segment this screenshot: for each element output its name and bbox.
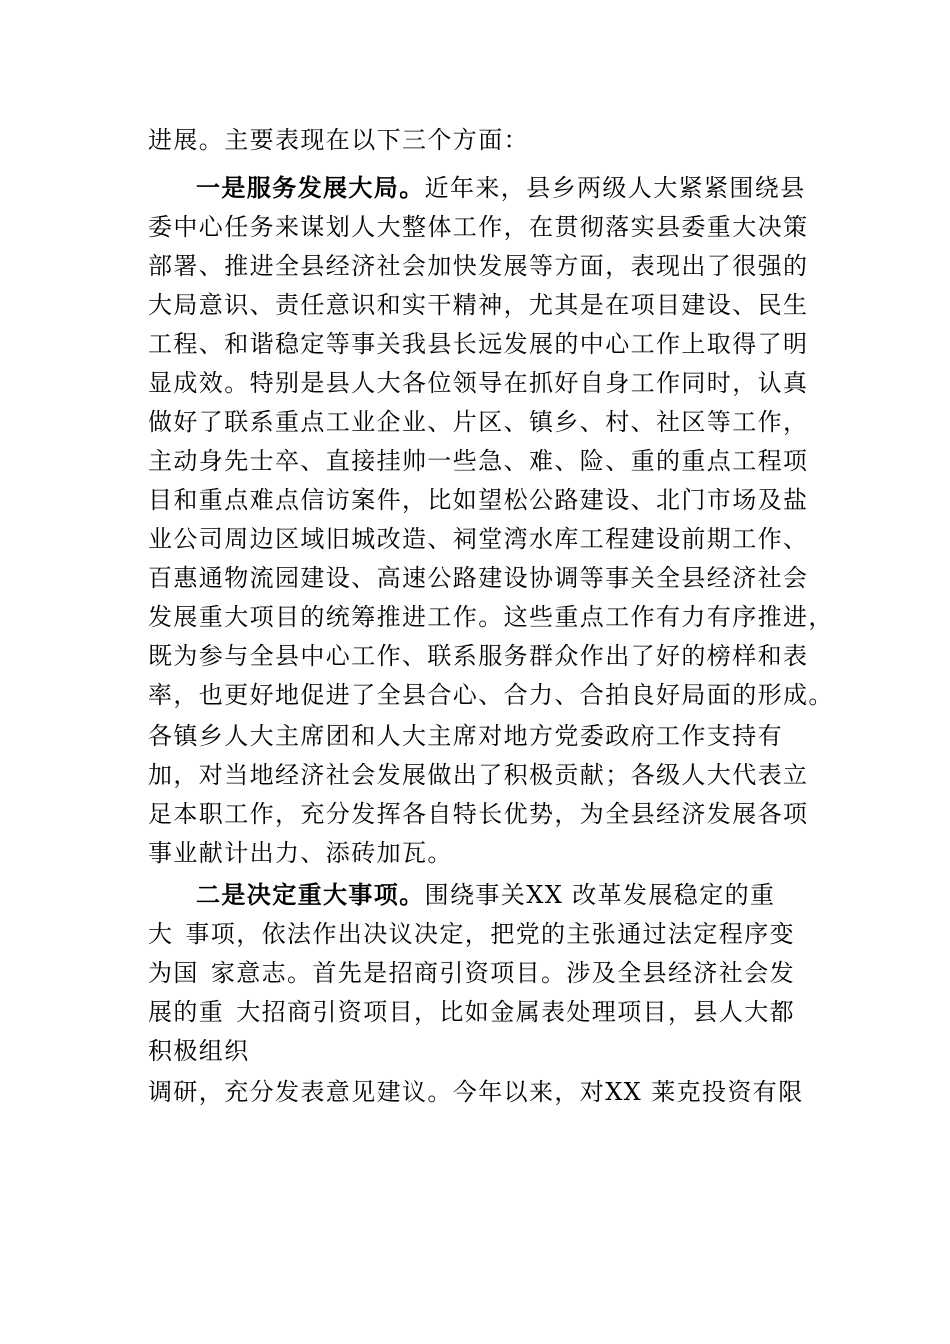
text-span: 事项，依法作出决议决定，把党的主张通过法定程序变 [185,920,796,948]
text-span: 大招商引资项目，比如金属表处理项目，县人大都 [236,998,796,1026]
paragraph-first-line [196,172,806,204]
text-line [148,957,795,989]
text-line: 各镇乡人大主席团和人大主席对地方党委政府工作支持有 [148,722,783,750]
section-heading: 一是服务发展大局。 [196,173,425,202]
text-line: 主动身先士卒、直接挂帅一些急、难、险、重的重点工程项 [148,447,809,475]
text-line: 大局意识、责任意识和实干精神，尤其是在项目建设、民生 [148,291,809,319]
text-line: 业公司周边区域旧城改造、祠堂湾水库工程建设前期工作、 [148,525,809,553]
text-line: 调研，充分发表意见建议。今年以来，对XX 莱克投资有限 [148,1078,804,1106]
text-line: 积极组织 [148,1037,250,1065]
text-span: 围绕事关XX 改革发展稳定的重 [424,881,776,909]
text-line [148,918,795,950]
text-line: 显成效。特别是县人大各位领导在抓好自身工作同时，认真 [148,369,809,397]
text-line: 部署、推进全县经济社会加快发展等方面，表现出了很强的 [148,252,809,280]
text-line: 率，也更好地促进了全县合心、合力、合拍良好局面的形成。 [148,681,834,709]
text-line: 加，对当地经济社会发展做出了积极贡献；各级人大代表立 [148,761,809,789]
text-span: 家意志。首先是招商引资项目。涉及全县经济社会发 [210,959,796,987]
text-line: 进展。主要表现在以下三个方面： [148,126,529,154]
text-line: 既为参与全县中心工作、联系服务群众作出了好的榜样和表 [148,642,809,670]
text-line: 工程、和谐稳定等事关我县长远发展的中心工作上取得了明 [148,330,809,358]
text-span: 展的重 [148,998,225,1026]
text-line [148,996,795,1028]
text-span: 为国 [148,959,199,987]
text-span: 大 [148,920,174,948]
text-line: 发展重大项目的统筹推进工作。这些重点工作有力有序推进， [148,603,834,631]
section-heading: 二是决定重大事项。 [196,880,425,909]
text-line: 目和重点难点信访案件，比如望松公路建设、北门市场及盐 [148,486,809,514]
text-line: 委中心任务来谋划人大整体工作，在贯彻落实县委重大决策 [148,213,809,241]
text-line: 足本职工作，充分发挥各自特长优势，为全县经济发展各项 [148,800,809,828]
text-line: 做好了联系重点工业企业、片区、镇乡、村、社区等工作， [148,408,809,436]
paragraph-first-line [196,879,775,911]
text-span: 近年来，县乡两级人大紧紧围绕县 [424,174,806,202]
text-line: 事业献计出力、添砖加瓦。 [148,839,453,867]
text-line: 百惠通物流园建设、高速公路建设协调等事关全县经济社会 [148,564,809,592]
